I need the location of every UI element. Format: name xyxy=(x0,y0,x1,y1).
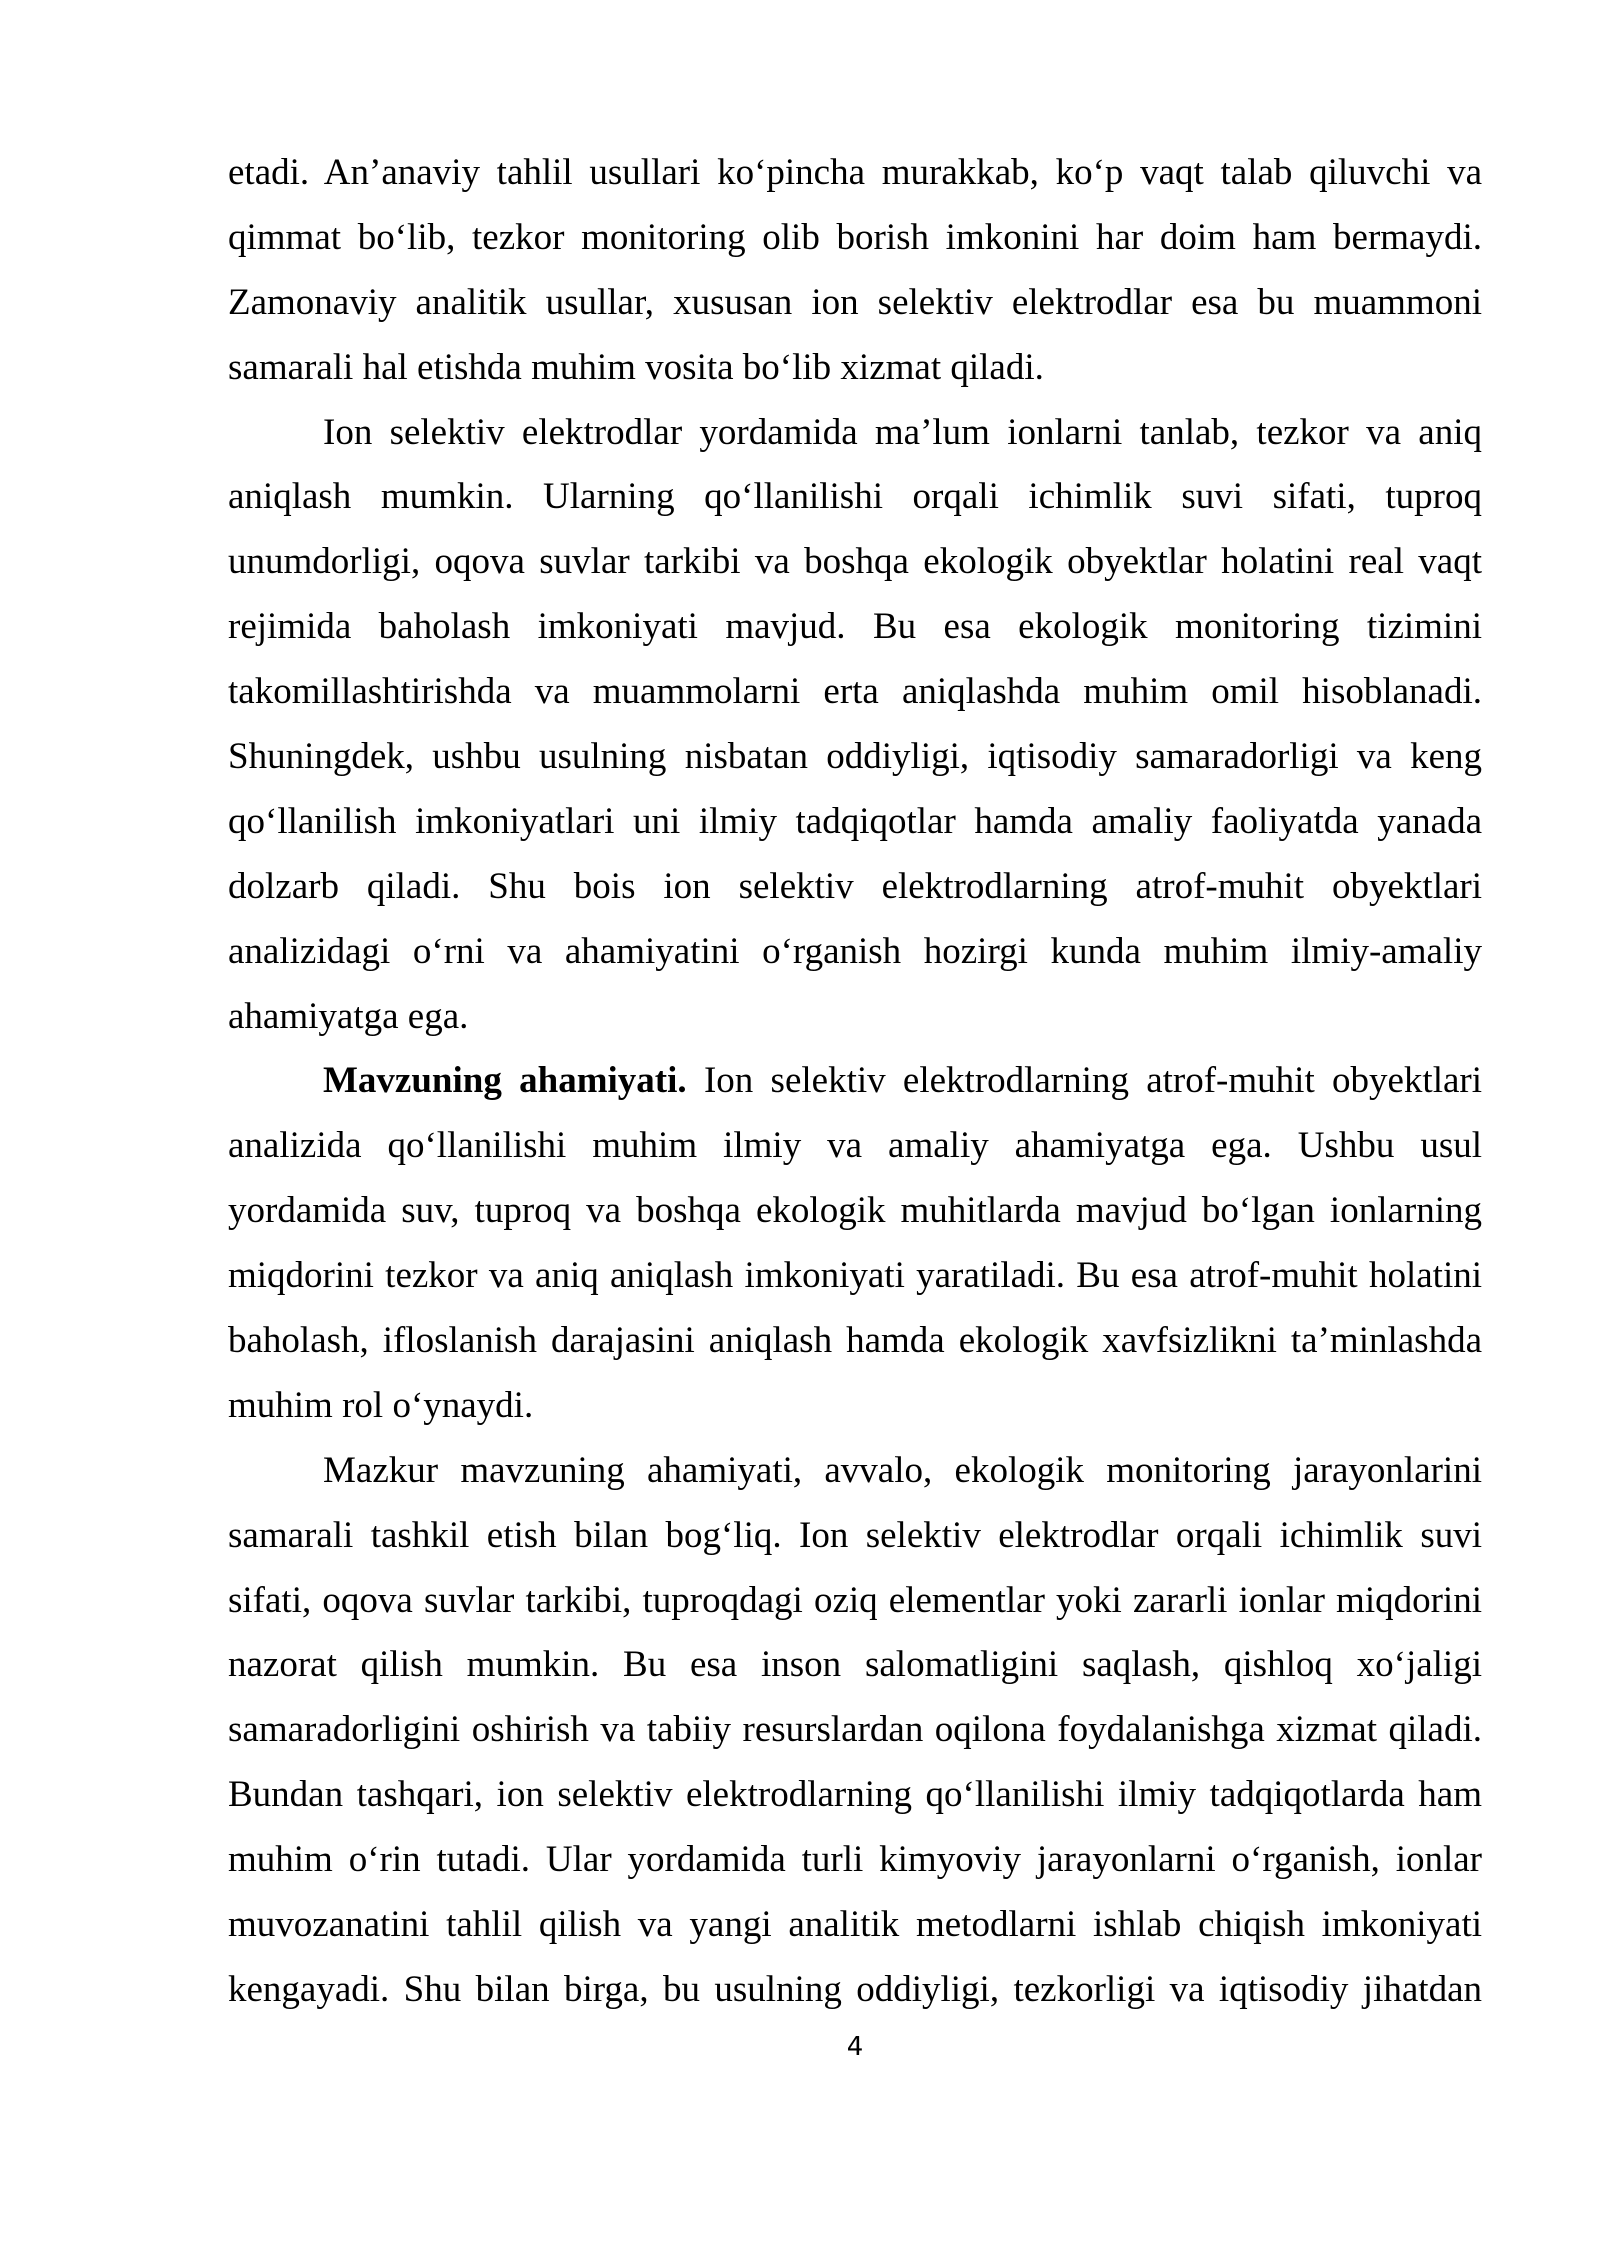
paragraph xyxy=(228,401,1482,1050)
run-in-heading: Mavzuning ahamiyati. xyxy=(323,1060,687,1102)
text-line: qo‘llanilish imkoniyatlari uni ilmiy tadqiqotlar hamda amaliy faoliyatda yanada xyxy=(228,800,1482,842)
text-line: muvozanatini tahlil qilish va yangi analitik metodlarni ishlab chiqish imkoniyati xyxy=(228,1904,1482,1946)
text-line: nazorat qilish mumkin. Bu esa inson salomatligini saqlash, qishloq xo‘jaligi xyxy=(228,1644,1482,1686)
text-line: Shuningdek, ushbu usulning nisbatan oddiyligi, iqtisodiy samaradorligi va keng xyxy=(228,736,1482,778)
text-line: aniqlash mumkin. Ularning qo‘llanilishi orqali ichimlik suvi sifati, tuproq xyxy=(228,476,1482,518)
text-line: kengayadi. Shu bilan birga, bu usulning oddiyligi, tezkorligi va iqtisodiy jihatdan xyxy=(228,1968,1482,2010)
text-line: baholash, ifloslanish darajasini aniqlash hamda ekologik xavfsizlikni ta’minlashda xyxy=(228,1320,1482,1362)
text-line: Ion selektiv elektrodlar yordamida ma’lum ionlarni tanlab, tezkor va aniq xyxy=(323,411,1482,453)
paragraph xyxy=(228,141,1482,401)
text-line: ahamiyatga ega. xyxy=(228,995,469,1037)
text-line: takomillashtirishda va muammolarni erta aniqlashda muhim omil hisoblanadi. xyxy=(228,671,1482,713)
text-line: samaradorligini oshirish va tabiiy resurslardan oqilona foydalanishga xizmat qiladi. xyxy=(228,1709,1482,1751)
paragraph xyxy=(228,1049,1482,1438)
text-line: sifati, oqova suvlar tarkibi, tuproqdagi oziq elementlar yoki zararli ionlar miqdorini xyxy=(228,1579,1482,1621)
text-line: Zamonaviy analitik usullar, xususan ion selektiv elektrodlar esa bu muammoni xyxy=(228,281,1482,323)
text-line: miqdorini tezkor va aniq aniqlash imkoniyati yaratiladi. Bu esa atrof-muhit holatini xyxy=(228,1255,1482,1297)
text-line: dolzarb qiladi. Shu bois ion selektiv elektrodlarning atrof-muhit obyektlari xyxy=(228,865,1482,907)
text-run: Ion selektiv elektrodlarning atrof-muhit obyektlari xyxy=(703,1060,1483,1102)
text-line: muhim rol o‘ynaydi. xyxy=(228,1384,534,1426)
text-line: qimmat bo‘lib, tezkor monitoring olib borish imkonini har doim ham bermaydi. xyxy=(228,216,1482,258)
body-text xyxy=(228,141,1482,2023)
text-line: etadi. An’anaviy tahlil usullari ko‘pincha murakkab, ko‘p vaqt talab qiluvchi va xyxy=(228,152,1482,193)
text-line: yordamida suv, tuproq va boshqa ekologik muhitlarda mavjud bo‘lgan ionlarning xyxy=(228,1190,1482,1232)
text-line: Bundan tashqari, ion selektiv elektrodlarning qo‘llanilishi ilmiy tadqiqotlarda ham xyxy=(228,1774,1482,1816)
text-line xyxy=(228,1049,1482,1114)
text-line: analizida qo‘llanilishi muhim ilmiy va amaliy ahamiyatga ega. Ushbu usul xyxy=(228,1125,1482,1167)
text-line: rejimida baholash imkoniyati mavjud. Bu esa ekologik monitoring tizimini xyxy=(228,606,1482,648)
text-line: samarali hal etishda muhim vosita bo‘lib xizmat qiladi. xyxy=(228,346,1044,388)
text-line: Mazkur mavzuning ahamiyati, avvalo, ekologik monitoring jarayonlarini xyxy=(323,1449,1482,1491)
text-line: samarali tashkil etish bilan bog‘liq. Ion selektiv elektrodlar orqali ichimlik suvi xyxy=(228,1514,1482,1556)
page-number: 4 xyxy=(846,2032,864,2062)
text-line: muhim o‘rin tutadi. Ular yordamida turli kimyoviy jarayonlarni o‘rganish, ionlar xyxy=(228,1839,1482,1881)
text-line: unumdorligi, oqova suvlar tarkibi va boshqa ekologik obyektlar holatini real vaqt xyxy=(228,541,1482,583)
paragraph xyxy=(228,1439,1482,2023)
text-line: analizidagi o‘rni va ahamiyatini o‘rganish hozirgi kunda muhim ilmiy-amaliy xyxy=(228,930,1482,972)
